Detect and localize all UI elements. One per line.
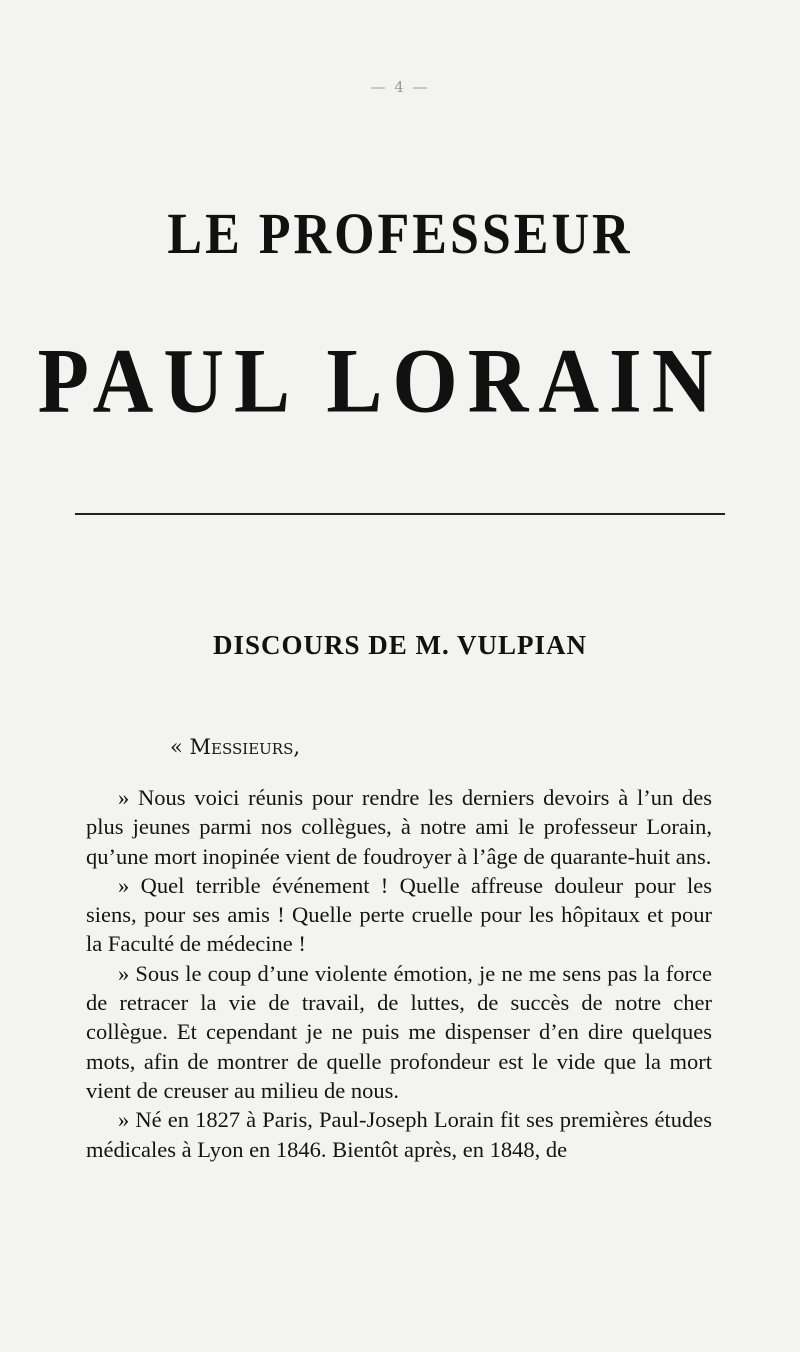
salutation-quote-mark: «: [170, 735, 183, 759]
paragraph: » Né en 1827 à Paris, Paul-Joseph Lorain fit ses premières études médicales à Lyon en 1846. Bientôt après, en 1848, de: [86, 1107, 712, 1162]
section-subtitle: DISCOURS DE M. VULPIAN: [212, 630, 588, 660]
title-divider: [75, 513, 725, 515]
paragraph: » Nous voici réunis pour rendre les derniers devoirs à l’un des plus jeunes parmi nos collègues, à notre ami le professeur Lorain, qu’une mort inopinée vient de foudroyer à l’âge de quarante-huit ans.: [86, 785, 712, 869]
speech-body: [86, 783, 712, 1164]
salutation: [170, 735, 300, 759]
title-line-1: LE PROFESSEUR: [167, 202, 633, 267]
paragraph: » Sous le coup d’une violente émotion, je ne me sens pas la force de retracer la vie de travail, de luttes, de succès de notre cher collègue. Et cependant je ne puis me dispenser d’en dire quelques mots, afin de montrer de quelle profondeur est le vide que la mort vient de creuser au milieu de nous.: [86, 960, 712, 1103]
paragraph: » Quel terrible événement ! Quelle affreuse douleur pour les siens, pour ses amis ! Quelle perte cruelle pour les hôpitaux et pour la Faculté de médecine !: [86, 872, 712, 957]
title-line-2: PAUL LORAIN: [37, 330, 723, 433]
page-number: — 4 —: [370, 78, 430, 96]
salutation-text: Messieurs,: [189, 735, 301, 759]
